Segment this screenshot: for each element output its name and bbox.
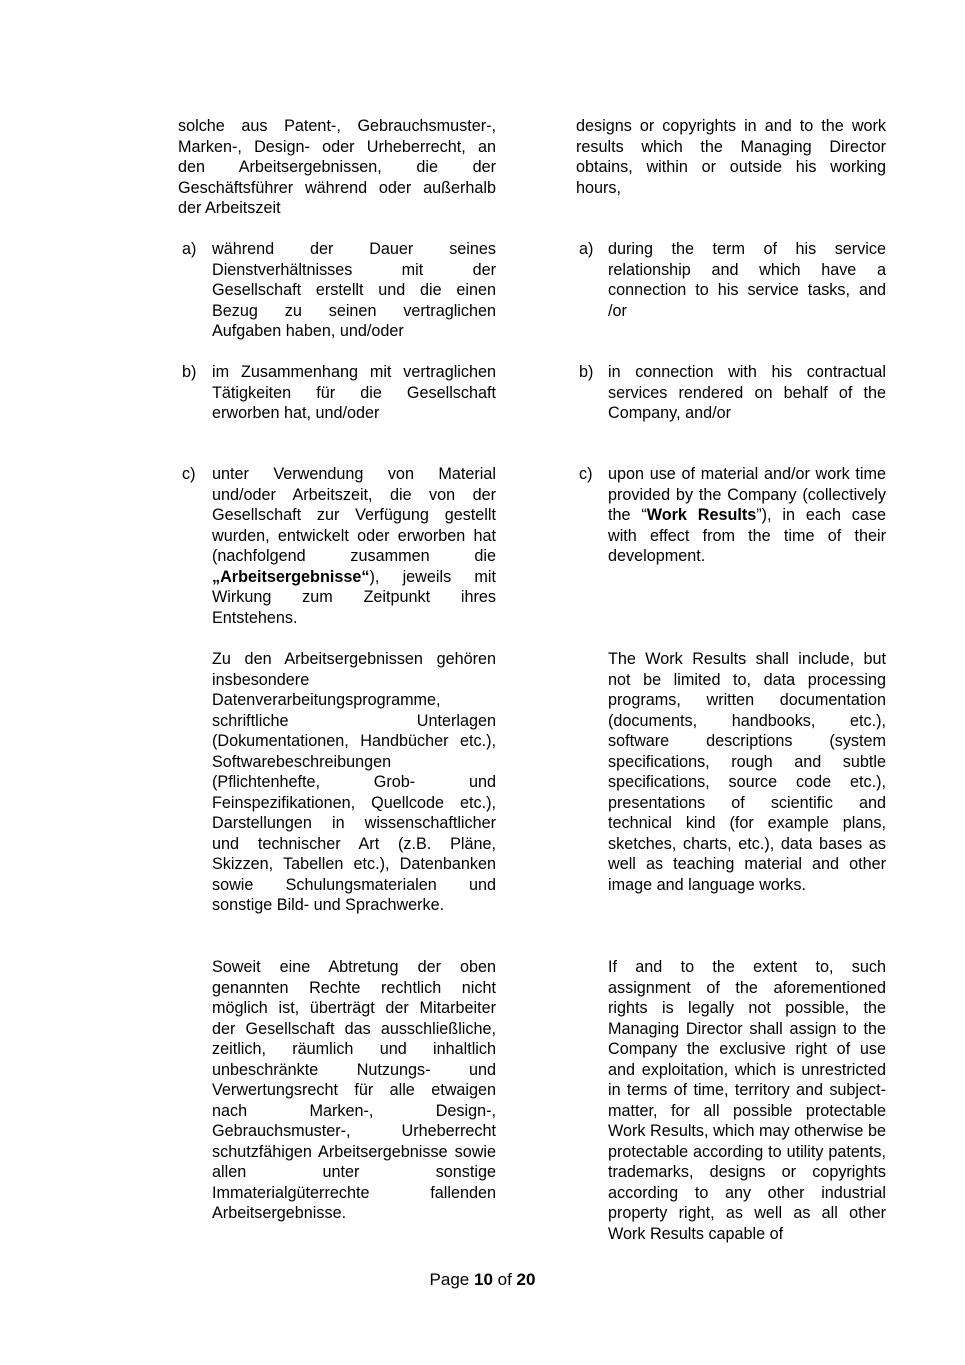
en-list-text-a: during the term of his service relationship and which have a connection to his service tasks, and /or [608, 240, 886, 320]
en-list-marker-c: c) [579, 465, 593, 483]
en-list-text-c [608, 464, 886, 567]
page-of-label: of [492, 1270, 517, 1289]
current-page-number: 10 [473, 1270, 493, 1289]
de-defined-term: „Arbeitsergebnisse“ [212, 567, 370, 586]
en-intro-paragraph: designs or copyrights in and to the work results which the Managing Director obtains, within or outside his working hours, [576, 117, 886, 197]
en-list-text-b: in connection with his contractual services rendered on behalf of the Company, and/or [608, 363, 886, 422]
de-c-text-start: unter Verwendung von Material und/oder Arbeitszeit, die von der Gesellschaft zur Verfügung gestellt wurden, entwickelt oder erworben hat (nachfolgend zusammen die [212, 465, 496, 565]
page-prefix: Page [429, 1270, 474, 1289]
en-rights-transfer-paragraph: If and to the extent to, such assignment of the aforementioned rights is legally not possible, the Managing Director shall assign to the Company the exclusive right of use and exploitation, which is unrestricted in terms of time, territory and subject-matter, for all possible protectable Work Results, which may otherwise be protectable according to utility patents, trademarks, designs or copyrights according to any other industrial property right, as well as all other Work Results capable of [608, 958, 886, 1243]
en-list-marker-b: b) [579, 363, 594, 381]
de-list-text-b: im Zusammenhang mit vertraglichen Tätigkeiten für die Gesellschaft erworben hat, und/oder [212, 363, 496, 422]
de-list-marker-a: a) [182, 240, 197, 258]
page-number-footer [0, 1270, 965, 1291]
en-c-text-end: ”), in each case with effect from the time of their development. [608, 506, 886, 565]
de-rights-transfer-paragraph: Soweit eine Abtretung der oben genannten Rechte rechtlich nicht möglich ist, überträgt der Mitarbeiter der Gesellschaft das ausschließliche, zeitlich, räumlich und inhaltlich unbeschränkte Nutzungs- und Verwertungsrecht für alle etwaigen nach Marken-, Design-, Gebrauchsmuster-, Urheberrecht schutzfähigen Arbeitsergebnisse sowie allen unter sonstige Immaterialgüterrechte fallenden Arbeitsergebnisse. [212, 958, 496, 1222]
de-work-results-paragraph: Zu den Arbeitsergebnissen gehören insbesondere Datenverarbeitungsprogramme, schriftliche Unterlagen (Dokumentationen, Handbücher etc.), Softwarebeschreibungen (Pflichtenhefte, Grob- und Feinspezifikationen, Quellcode etc.), Darstellungen in wissenschaftlicher und technischer Art (z.B. Pläne, Skizzen, Tabellen etc.), Datenbanken sowie Schulungsmaterialen und sonstige Bild- und Sprachwerke. [212, 650, 496, 914]
de-list-marker-b: b) [182, 363, 197, 381]
en-c-text-start: upon use of material and/or work time provided by the Company (collectively the “ [608, 465, 886, 524]
en-list-marker-a: a) [579, 240, 594, 258]
de-list-text-a: während der Dauer seines Dienstverhältnisses mit der Gesellschaft erstellt und die einen Bezug zu seinen vertraglichen Aufgaben haben, und/oder [212, 240, 496, 340]
de-c-text-end: ), jeweils mit Wirkung zum Zeitpunkt ihres Entstehens. [212, 567, 496, 627]
de-list-marker-c: c) [182, 465, 196, 483]
de-list-text-c [212, 464, 496, 628]
en-work-results-paragraph: The Work Results shall include, but not be limited to, data processing programs, written documentation (documents, handbooks, etc.), software descriptions (system specifications, rough and subtle specifications, source code etc.), presentations of scientific and technical kind (for example plans, sketches, charts, etc.), data bases as well as teaching material and other image and language works. [608, 650, 886, 894]
de-intro-paragraph: solche aus Patent-, Gebrauchsmuster-, Marken-, Design- oder Urheberrecht, an den Arbeitsergebnissen, die der Geschäftsführer während oder außerhalb der Arbeitszeit [178, 117, 496, 217]
en-defined-term: Work Results [646, 506, 757, 524]
total-page-count: 20 [516, 1270, 536, 1289]
